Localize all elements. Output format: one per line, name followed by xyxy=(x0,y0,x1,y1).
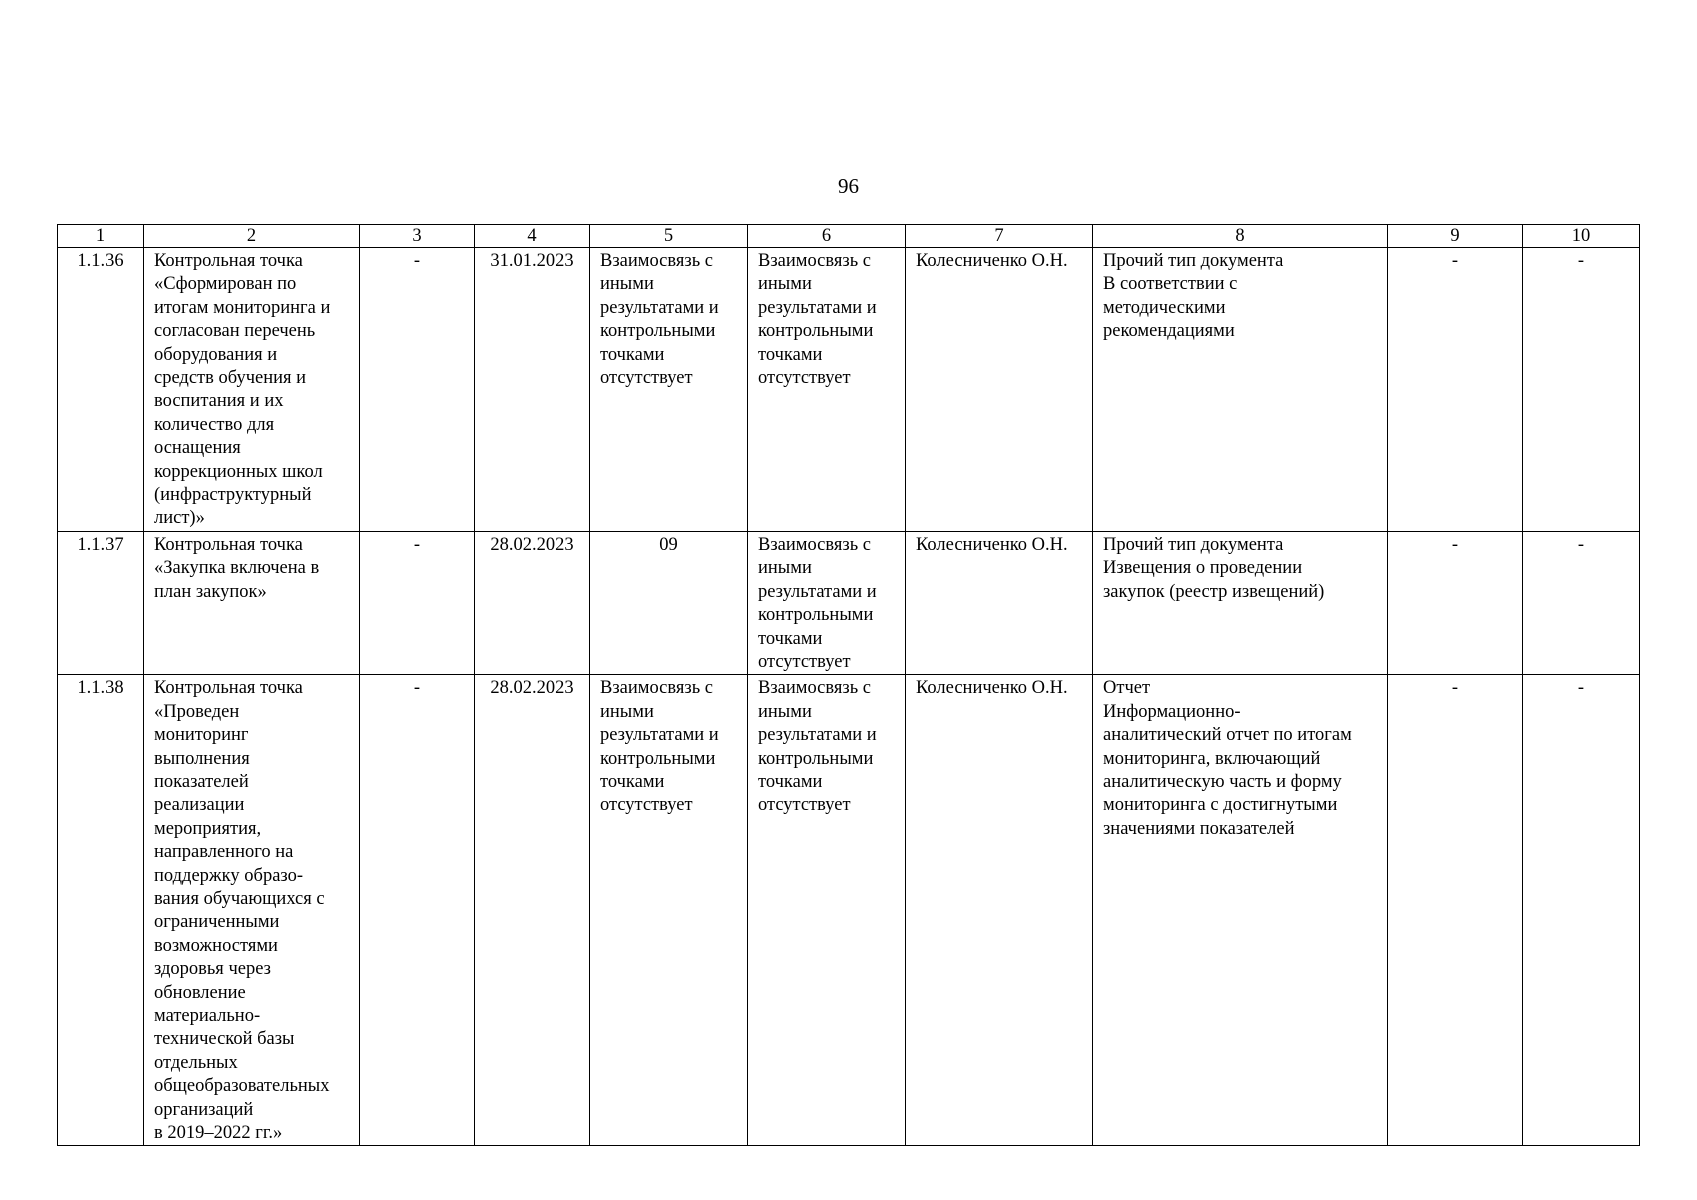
column-header: 4 xyxy=(475,225,590,248)
checkpoint-name: Контрольная точка «Сформирован по итогам мониторинга и согласован перечень оборудования и средств обучения и воспитания и их количество для оснащения коррекционных школ (инфраструктурный лист)» xyxy=(144,248,360,532)
column-header: 1 xyxy=(58,225,144,248)
document-type: Прочий тип документа В соответствии с методическими рекомендациями xyxy=(1093,248,1388,532)
cell-col9: - xyxy=(1388,531,1523,674)
column-header: 6 xyxy=(748,225,906,248)
plan-table xyxy=(57,224,1640,1146)
cell-col3: - xyxy=(360,248,475,532)
checkpoint-name: Контрольная точка «Закупка включена в план закупок» xyxy=(144,531,360,674)
due-date: 28.02.2023 xyxy=(475,675,590,1146)
cell-col9: - xyxy=(1388,675,1523,1146)
page-number: 96 xyxy=(838,174,859,198)
document-type: Отчет Информационно- аналитический отчет по итогам мониторинга, включающий аналитическую часть и форму мониторинга с достигнутыми значениями показателей xyxy=(1093,675,1388,1146)
cell-col5: Взаимосвязь с иными результатами и контрольными точками отсутствует xyxy=(590,248,748,532)
cell-col6: Взаимосвязь с иными результатами и контрольными точками отсутствует xyxy=(748,675,906,1146)
cell-col9: - xyxy=(1388,248,1523,532)
column-header: 9 xyxy=(1388,225,1523,248)
cell-col3: - xyxy=(360,531,475,674)
responsible-person: Колесниченко О.Н. xyxy=(906,675,1093,1146)
row-number: 1.1.37 xyxy=(58,531,144,674)
column-header: 10 xyxy=(1523,225,1640,248)
cell-col10: - xyxy=(1523,248,1640,532)
document-type: Прочий тип документа Извещения о проведении закупок (реестр извещений) xyxy=(1093,531,1388,674)
table-row xyxy=(58,531,1640,674)
table-row xyxy=(58,675,1640,1146)
column-header: 5 xyxy=(590,225,748,248)
column-header: 8 xyxy=(1093,225,1388,248)
column-header: 7 xyxy=(906,225,1093,248)
responsible-person: Колесниченко О.Н. xyxy=(906,531,1093,674)
cell-col5: 09 xyxy=(590,531,748,674)
column-header: 2 xyxy=(144,225,360,248)
cell-col6: Взаимосвязь с иными результатами и контрольными точками отсутствует xyxy=(748,248,906,532)
due-date: 28.02.2023 xyxy=(475,531,590,674)
responsible-person: Колесниченко О.Н. xyxy=(906,248,1093,532)
cell-col10: - xyxy=(1523,675,1640,1146)
table-row xyxy=(58,248,1640,532)
due-date: 31.01.2023 xyxy=(475,248,590,532)
row-number: 1.1.38 xyxy=(58,675,144,1146)
row-number: 1.1.36 xyxy=(58,248,144,532)
cell-col6: Взаимосвязь с иными результатами и контрольными точками отсутствует xyxy=(748,531,906,674)
cell-col5: Взаимосвязь с иными результатами и контрольными точками отсутствует xyxy=(590,675,748,1146)
cell-col3: - xyxy=(360,675,475,1146)
column-header: 3 xyxy=(360,225,475,248)
checkpoint-name: Контрольная точка «Проведен мониторинг выполнения показателей реализации мероприятия, направленного на поддержку образо- вания обучающихся с ограниченными возможностями здоровья через обновление материально- технической базы отдельных общеобразовательных организаций в 2019–2022 гг.» xyxy=(144,675,360,1146)
cell-col10: - xyxy=(1523,531,1640,674)
header-row xyxy=(58,225,1640,248)
